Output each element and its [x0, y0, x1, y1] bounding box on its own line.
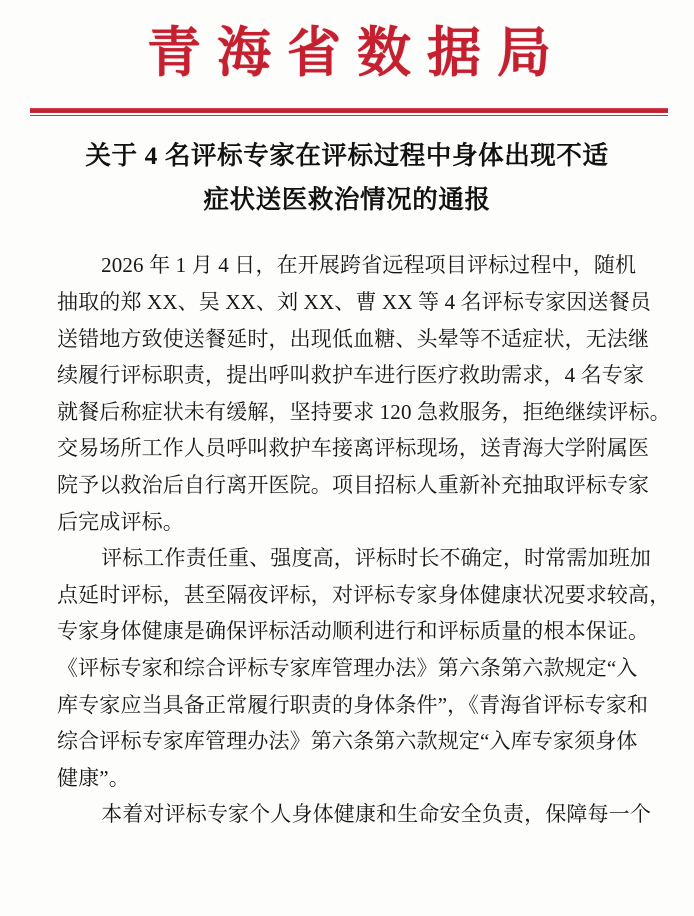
- document-body: [0, 221, 694, 833]
- document-title: [0, 86, 694, 222]
- body-line: [57, 540, 655, 577]
- body-line: 抽取的郑 XX、吴 XX、刘 XX、曹 XX 等 4 名评标专家因送餐员: [57, 290, 651, 315]
- document-title-line-2: 症状送医救治情况的通报: [203, 184, 491, 214]
- body-line: 库专家应当具备正常履行职责的身体条件”，《青海省评标专家和: [57, 692, 649, 717]
- masthead-divider: [30, 108, 668, 118]
- divider-thick-rule: [30, 108, 668, 113]
- paragraph-responsibility: [57, 796, 655, 833]
- body-line: 点延时评标，甚至隔夜评标，对评标专家身体健康状况要求较高，: [57, 582, 671, 607]
- divider-thin-rule: [30, 115, 668, 116]
- issuing-organization: 青海省数据局: [147, 23, 567, 83]
- body-line: 综合评标专家库管理办法》第六条第六款规定“入库专家须身体: [57, 729, 638, 754]
- body-line: 《评标专家和综合评标专家库管理办法》第六条第六款规定“入: [57, 655, 638, 680]
- body-line: 送错地方致使送餐延时，出现低血糖、头晕等不适症状，无法继: [57, 326, 650, 351]
- body-line: 续履行评标职责，提出呼叫救护车进行医疗救助需求，4 名专家: [57, 363, 645, 388]
- paragraph-regulation: [57, 540, 671, 796]
- body-line-text: 2026 年 1 月 4 日，在开展跨省远程项目评标过程中，随机: [101, 253, 637, 278]
- body-line-text: 评标工作责任重、强度高，评标时长不确定，时常需加班加: [101, 546, 651, 571]
- document-title-line-1: 关于 4 名评标专家在评标过程中身体出现不适: [85, 140, 609, 170]
- body-line: 院予以救治后自行离开医院。项目招标人重新补充抽取评标专家: [57, 473, 650, 497]
- body-line: 健康”。: [57, 765, 130, 790]
- paragraph-incident: [57, 247, 671, 540]
- body-line-text: 本着对评标专家个人身体健康和生命安全负责，保障每一个: [101, 802, 651, 827]
- body-line: 就餐后称症状未有缓解，坚持要求 120 急救服务，拒绝继续评标。: [57, 399, 671, 424]
- body-line: [57, 247, 655, 284]
- body-line: 交易场所工作人员呼叫救护车接离评标现场，送青海大学附属医: [57, 436, 650, 461]
- body-line: [57, 796, 655, 833]
- masthead: [0, 0, 694, 86]
- body-line: 后完成评标。: [57, 509, 184, 534]
- body-line: 专家身体健康是确保评标活动顺利进行和评标质量的根本保证。: [57, 619, 650, 644]
